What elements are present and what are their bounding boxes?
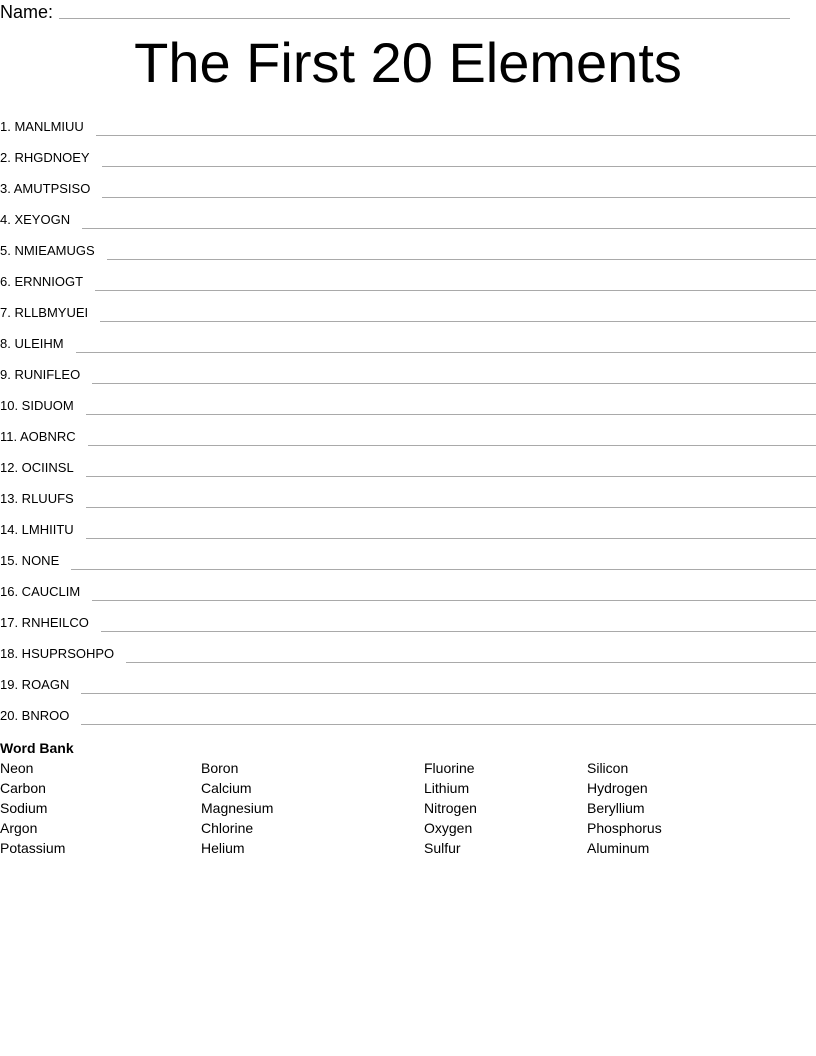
answer-line[interactable] <box>95 290 816 291</box>
word-bank-title: Word Bank <box>0 740 74 756</box>
word-bank-word: Sodium <box>0 800 48 816</box>
question-text: 14. LMHIITU <box>0 522 74 537</box>
word-bank-word: Beryllium <box>587 800 645 816</box>
question-row <box>0 511 816 542</box>
answer-line[interactable] <box>102 197 816 198</box>
answer-line[interactable] <box>81 724 816 725</box>
word-bank-word: Chlorine <box>201 820 254 836</box>
question-text: 17. RNHEILCO <box>0 615 89 630</box>
question-row <box>0 542 816 573</box>
word-bank-word: Sulfur <box>424 840 461 856</box>
question-text: 18. HSUPRSOHPO <box>0 646 115 661</box>
question-text: 4. XEYOGN <box>0 212 71 227</box>
question-text: 5. NMIEAMUGS <box>0 243 95 258</box>
word-bank-word: Helium <box>201 840 245 856</box>
question-row <box>0 170 816 201</box>
question-text: 3. AMUTPSISO <box>0 181 91 196</box>
word-bank-word: Nitrogen <box>424 800 477 816</box>
answer-line[interactable] <box>102 166 816 167</box>
word-bank-word: Oxygen <box>424 820 473 836</box>
word-bank-word: Potassium <box>0 840 66 856</box>
question-text: 2. RHGDNOEY <box>0 150 90 165</box>
name-row <box>0 0 790 22</box>
answer-line[interactable] <box>86 414 816 415</box>
answer-line[interactable] <box>92 600 816 601</box>
question-row <box>0 666 816 697</box>
word-bank-word: Lithium <box>424 780 470 796</box>
question-row <box>0 635 816 666</box>
word-bank-word: Phosphorus <box>587 820 662 836</box>
question-row <box>0 325 816 356</box>
question-row <box>0 449 816 480</box>
word-bank-word: Aluminum <box>587 840 650 856</box>
answer-line[interactable] <box>81 693 816 694</box>
word-bank-word: Fluorine <box>424 760 475 776</box>
answer-line[interactable] <box>96 135 816 136</box>
name-answer-line[interactable] <box>59 18 790 19</box>
question-text: 8. ULEIHM <box>0 336 64 351</box>
answer-line[interactable] <box>126 662 816 663</box>
question-row <box>0 387 816 418</box>
question-row <box>0 573 816 604</box>
word-bank-word: Neon <box>0 760 34 776</box>
question-row <box>0 418 816 449</box>
question-text: 6. ERNNIOGT <box>0 274 84 289</box>
question-row <box>0 480 816 511</box>
answer-line[interactable] <box>92 383 816 384</box>
question-text: 15. NONE <box>0 553 60 568</box>
question-row <box>0 294 816 325</box>
question-text: 16. CAUCLIM <box>0 584 81 599</box>
answer-line[interactable] <box>76 352 816 353</box>
name-label: Name: <box>0 2 54 22</box>
answer-line[interactable] <box>88 445 816 446</box>
question-text: 10. SIDUOM <box>0 398 74 413</box>
question-text: 20. BNROO <box>0 708 70 723</box>
word-bank-word: Silicon <box>587 760 629 776</box>
word-bank-word: Boron <box>201 760 239 776</box>
word-bank <box>0 760 816 860</box>
question-text: 13. RLUUFS <box>0 491 74 506</box>
question-text: 7. RLLBMYUEI <box>0 305 89 320</box>
question-text: 19. ROAGN <box>0 677 70 692</box>
answer-line[interactable] <box>82 228 816 229</box>
question-row <box>0 604 816 635</box>
question-row <box>0 356 816 387</box>
answer-line[interactable] <box>86 507 816 508</box>
questions-list <box>0 108 816 728</box>
question-text: 12. OCIINSL <box>0 460 74 475</box>
word-bank-word: Hydrogen <box>587 780 648 796</box>
question-text: 11. AOBNRC <box>0 429 76 444</box>
question-row <box>0 201 816 232</box>
word-bank-word: Argon <box>0 820 38 836</box>
question-text: 9. RUNIFLEO <box>0 367 81 382</box>
answer-line[interactable] <box>86 476 816 477</box>
page-title: The First 20 Elements <box>134 31 682 94</box>
answer-line[interactable] <box>107 259 816 260</box>
word-bank-word: Calcium <box>201 780 252 796</box>
word-bank-word: Magnesium <box>201 800 274 816</box>
answer-line[interactable] <box>100 321 816 322</box>
question-row <box>0 232 816 263</box>
word-bank-word: Carbon <box>0 780 46 796</box>
question-row <box>0 263 816 294</box>
answer-line[interactable] <box>86 538 816 539</box>
question-row <box>0 697 816 728</box>
answer-line[interactable] <box>101 631 816 632</box>
question-text: 1. MANLMIUU <box>0 119 84 134</box>
question-row <box>0 139 816 170</box>
answer-line[interactable] <box>71 569 816 570</box>
question-row <box>0 108 816 139</box>
